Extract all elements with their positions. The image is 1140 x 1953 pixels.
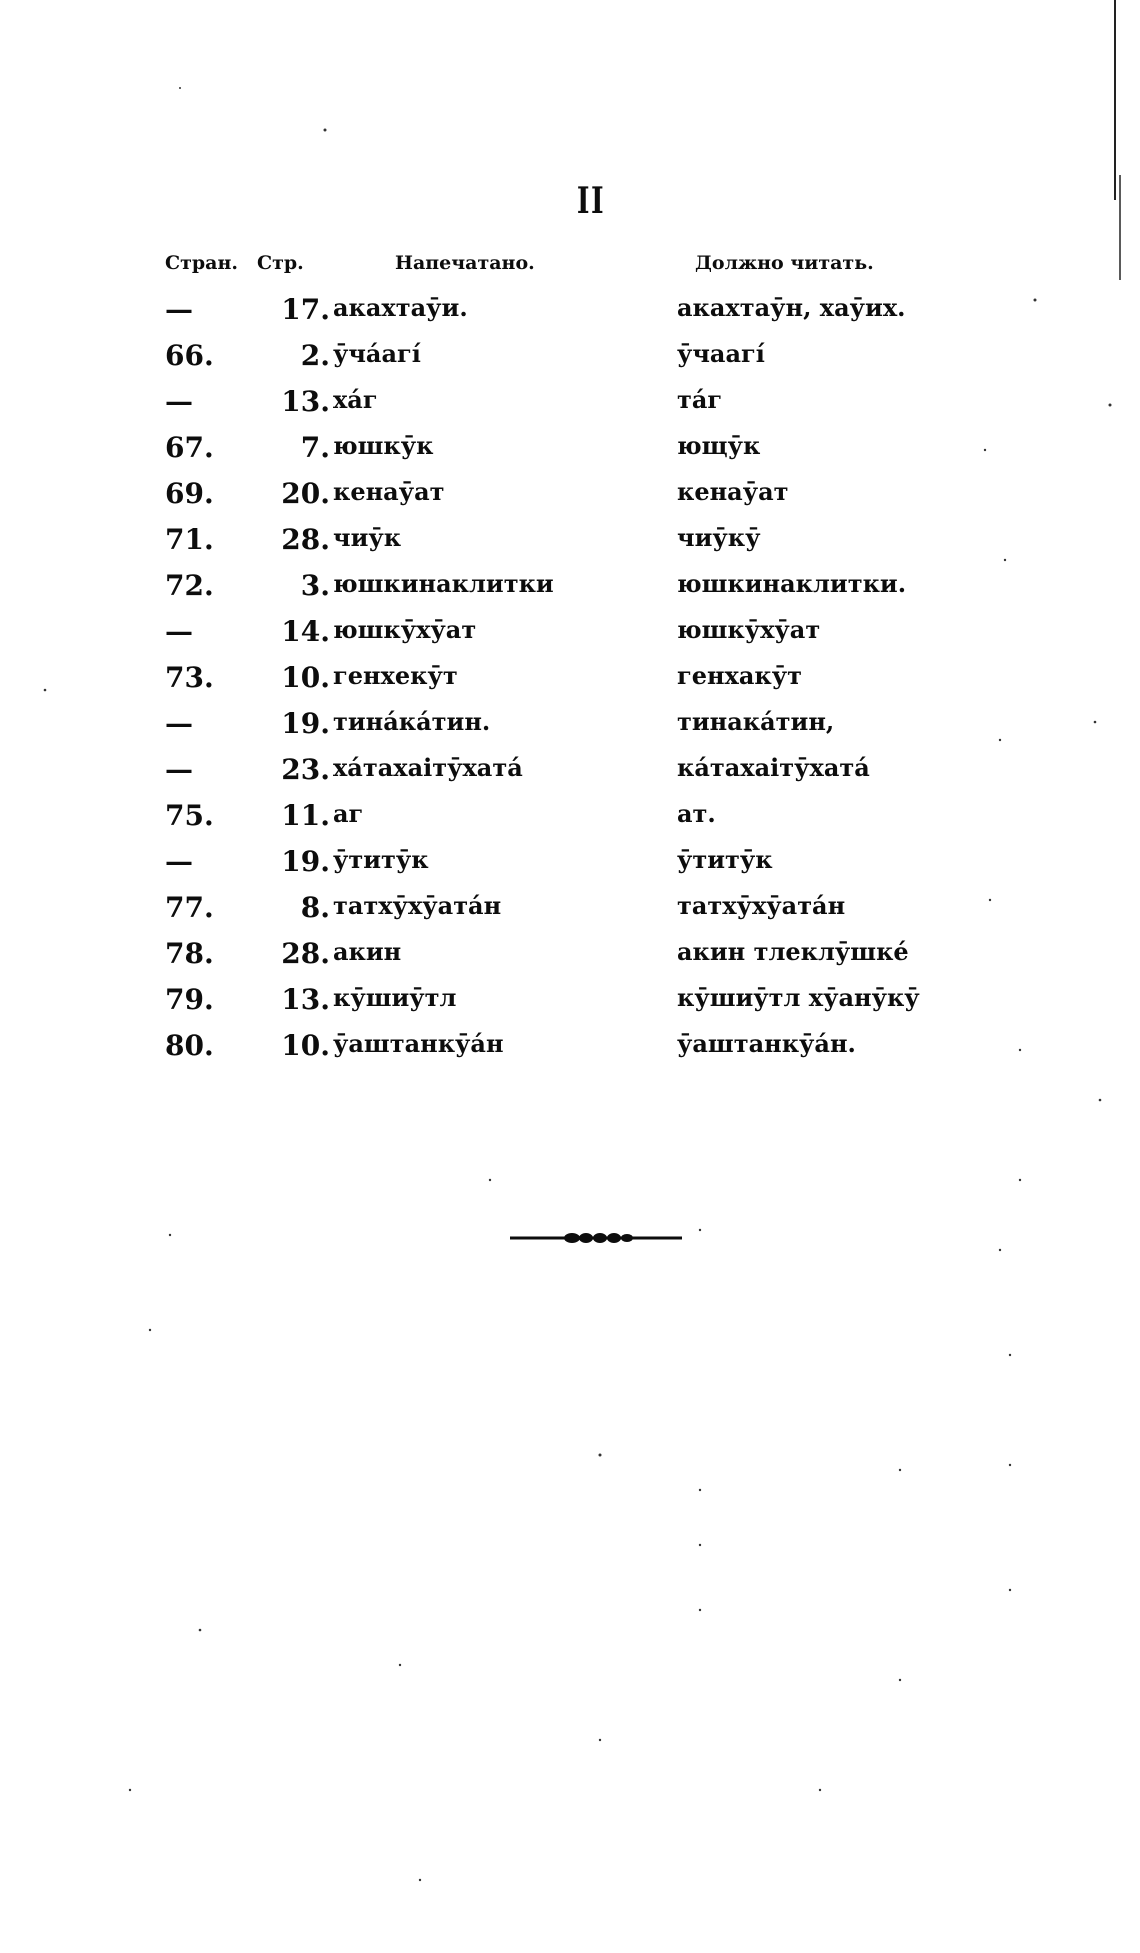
row-printed: ӯтитӯк: [333, 845, 429, 874]
table-row: [165, 750, 985, 796]
row-printed: генхекӯт: [333, 661, 458, 690]
row-line: 17.: [281, 293, 330, 326]
row-line: 13.: [281, 983, 330, 1016]
row-page: 69.: [165, 477, 214, 510]
row-correct: ӯаштанкӯáн.: [677, 1029, 856, 1058]
row-printed: юшкӯхӯат: [333, 615, 477, 644]
row-page: 66.: [165, 339, 214, 372]
row-printed: аг: [333, 799, 364, 828]
row-line: 10.: [281, 1029, 330, 1062]
row-correct: ӯчаагí: [677, 339, 765, 368]
table-body: [165, 290, 985, 1072]
table-row: [165, 382, 985, 428]
row-correct: юшкӯхӯат: [677, 615, 821, 644]
row-page: 80.: [165, 1029, 214, 1062]
table-row: [165, 566, 985, 612]
row-page: 75.: [165, 799, 214, 832]
row-correct: тинакáтин,: [677, 707, 835, 736]
errata-table: [165, 246, 985, 1072]
row-line: 8.: [300, 891, 330, 924]
row-correct: акахтаӯн, хаӯих.: [677, 293, 906, 322]
row-page: 77.: [165, 891, 214, 924]
table-row: [165, 658, 985, 704]
table-row: [165, 612, 985, 658]
table-row: [165, 290, 985, 336]
row-page: —: [165, 615, 193, 648]
row-printed: акин: [333, 937, 402, 966]
table-row: [165, 888, 985, 934]
table-row: [165, 520, 985, 566]
row-page: 73.: [165, 661, 214, 694]
row-page: 71.: [165, 523, 214, 556]
table-header: [165, 246, 985, 290]
row-printed: тинáкáтин.: [333, 707, 491, 736]
row-correct: ат.: [677, 799, 716, 828]
header-line: Стр.: [257, 252, 304, 274]
row-printed: чиӯк: [333, 523, 402, 552]
row-printed: ӯаштанкӯáн: [333, 1029, 504, 1058]
page-number: II: [576, 180, 606, 222]
row-page: —: [165, 707, 193, 740]
header-page: Стран.: [165, 252, 239, 274]
table-row: [165, 1026, 985, 1072]
ornament-divider: [510, 1232, 682, 1244]
row-line: 7.: [300, 431, 330, 464]
table-row: [165, 980, 985, 1026]
row-line: 11.: [281, 799, 330, 832]
row-line: 10.: [281, 661, 330, 694]
row-line: 28.: [281, 523, 330, 556]
row-page: —: [165, 845, 193, 878]
row-correct: чиӯкӯ: [677, 523, 761, 552]
row-printed: кӯшиӯтл: [333, 983, 457, 1012]
row-line: 13.: [281, 385, 330, 418]
row-line: 14.: [281, 615, 330, 648]
row-printed: хáг: [333, 385, 378, 414]
header-correct: Должно читать.: [695, 252, 874, 274]
row-page: 78.: [165, 937, 214, 970]
header-printed: Напечатано.: [395, 252, 535, 274]
row-line: 19.: [281, 707, 330, 740]
row-line: 2.: [300, 339, 330, 372]
row-correct: тáг: [677, 385, 723, 414]
row-printed: ӯчáагí: [333, 339, 421, 368]
row-page: 72.: [165, 569, 214, 602]
row-correct: акин тлеклӯшкé: [677, 937, 909, 966]
row-printed: юшкӯк: [333, 431, 434, 460]
row-correct: ющӯк: [677, 431, 761, 460]
row-printed: юшкинаклитки: [333, 569, 554, 598]
table-row: [165, 934, 985, 980]
row-page: —: [165, 753, 193, 786]
row-correct: ӯтитӯк: [677, 845, 773, 874]
table-row: [165, 336, 985, 382]
table-row: [165, 474, 985, 520]
table-row: [165, 704, 985, 750]
row-printed: кенаӯат: [333, 477, 445, 506]
row-correct: кенаӯат: [677, 477, 789, 506]
row-line: 19.: [281, 845, 330, 878]
row-correct: генхакӯт: [677, 661, 802, 690]
table-row: [165, 796, 985, 842]
row-page: 67.: [165, 431, 214, 464]
row-printed: татхӯхӯатáн: [333, 891, 502, 920]
row-correct: кáтахаітӯхатá: [677, 753, 870, 782]
row-correct: юшкинаклитки.: [677, 569, 907, 598]
row-correct: кӯшиӯтл хӯанӯкӯ: [677, 983, 920, 1012]
row-line: 23.: [281, 753, 330, 786]
row-page: —: [165, 293, 193, 326]
row-line: 20.: [281, 477, 330, 510]
table-row: [165, 842, 985, 888]
row-page: —: [165, 385, 193, 418]
row-line: 28.: [281, 937, 330, 970]
row-page: 79.: [165, 983, 214, 1016]
row-printed: хáтахаітӯхатá: [333, 753, 523, 782]
row-line: 3.: [300, 569, 330, 602]
row-correct: татхӯхӯатáн: [677, 891, 846, 920]
row-printed: акахтаӯи.: [333, 293, 468, 322]
table-row: [165, 428, 985, 474]
